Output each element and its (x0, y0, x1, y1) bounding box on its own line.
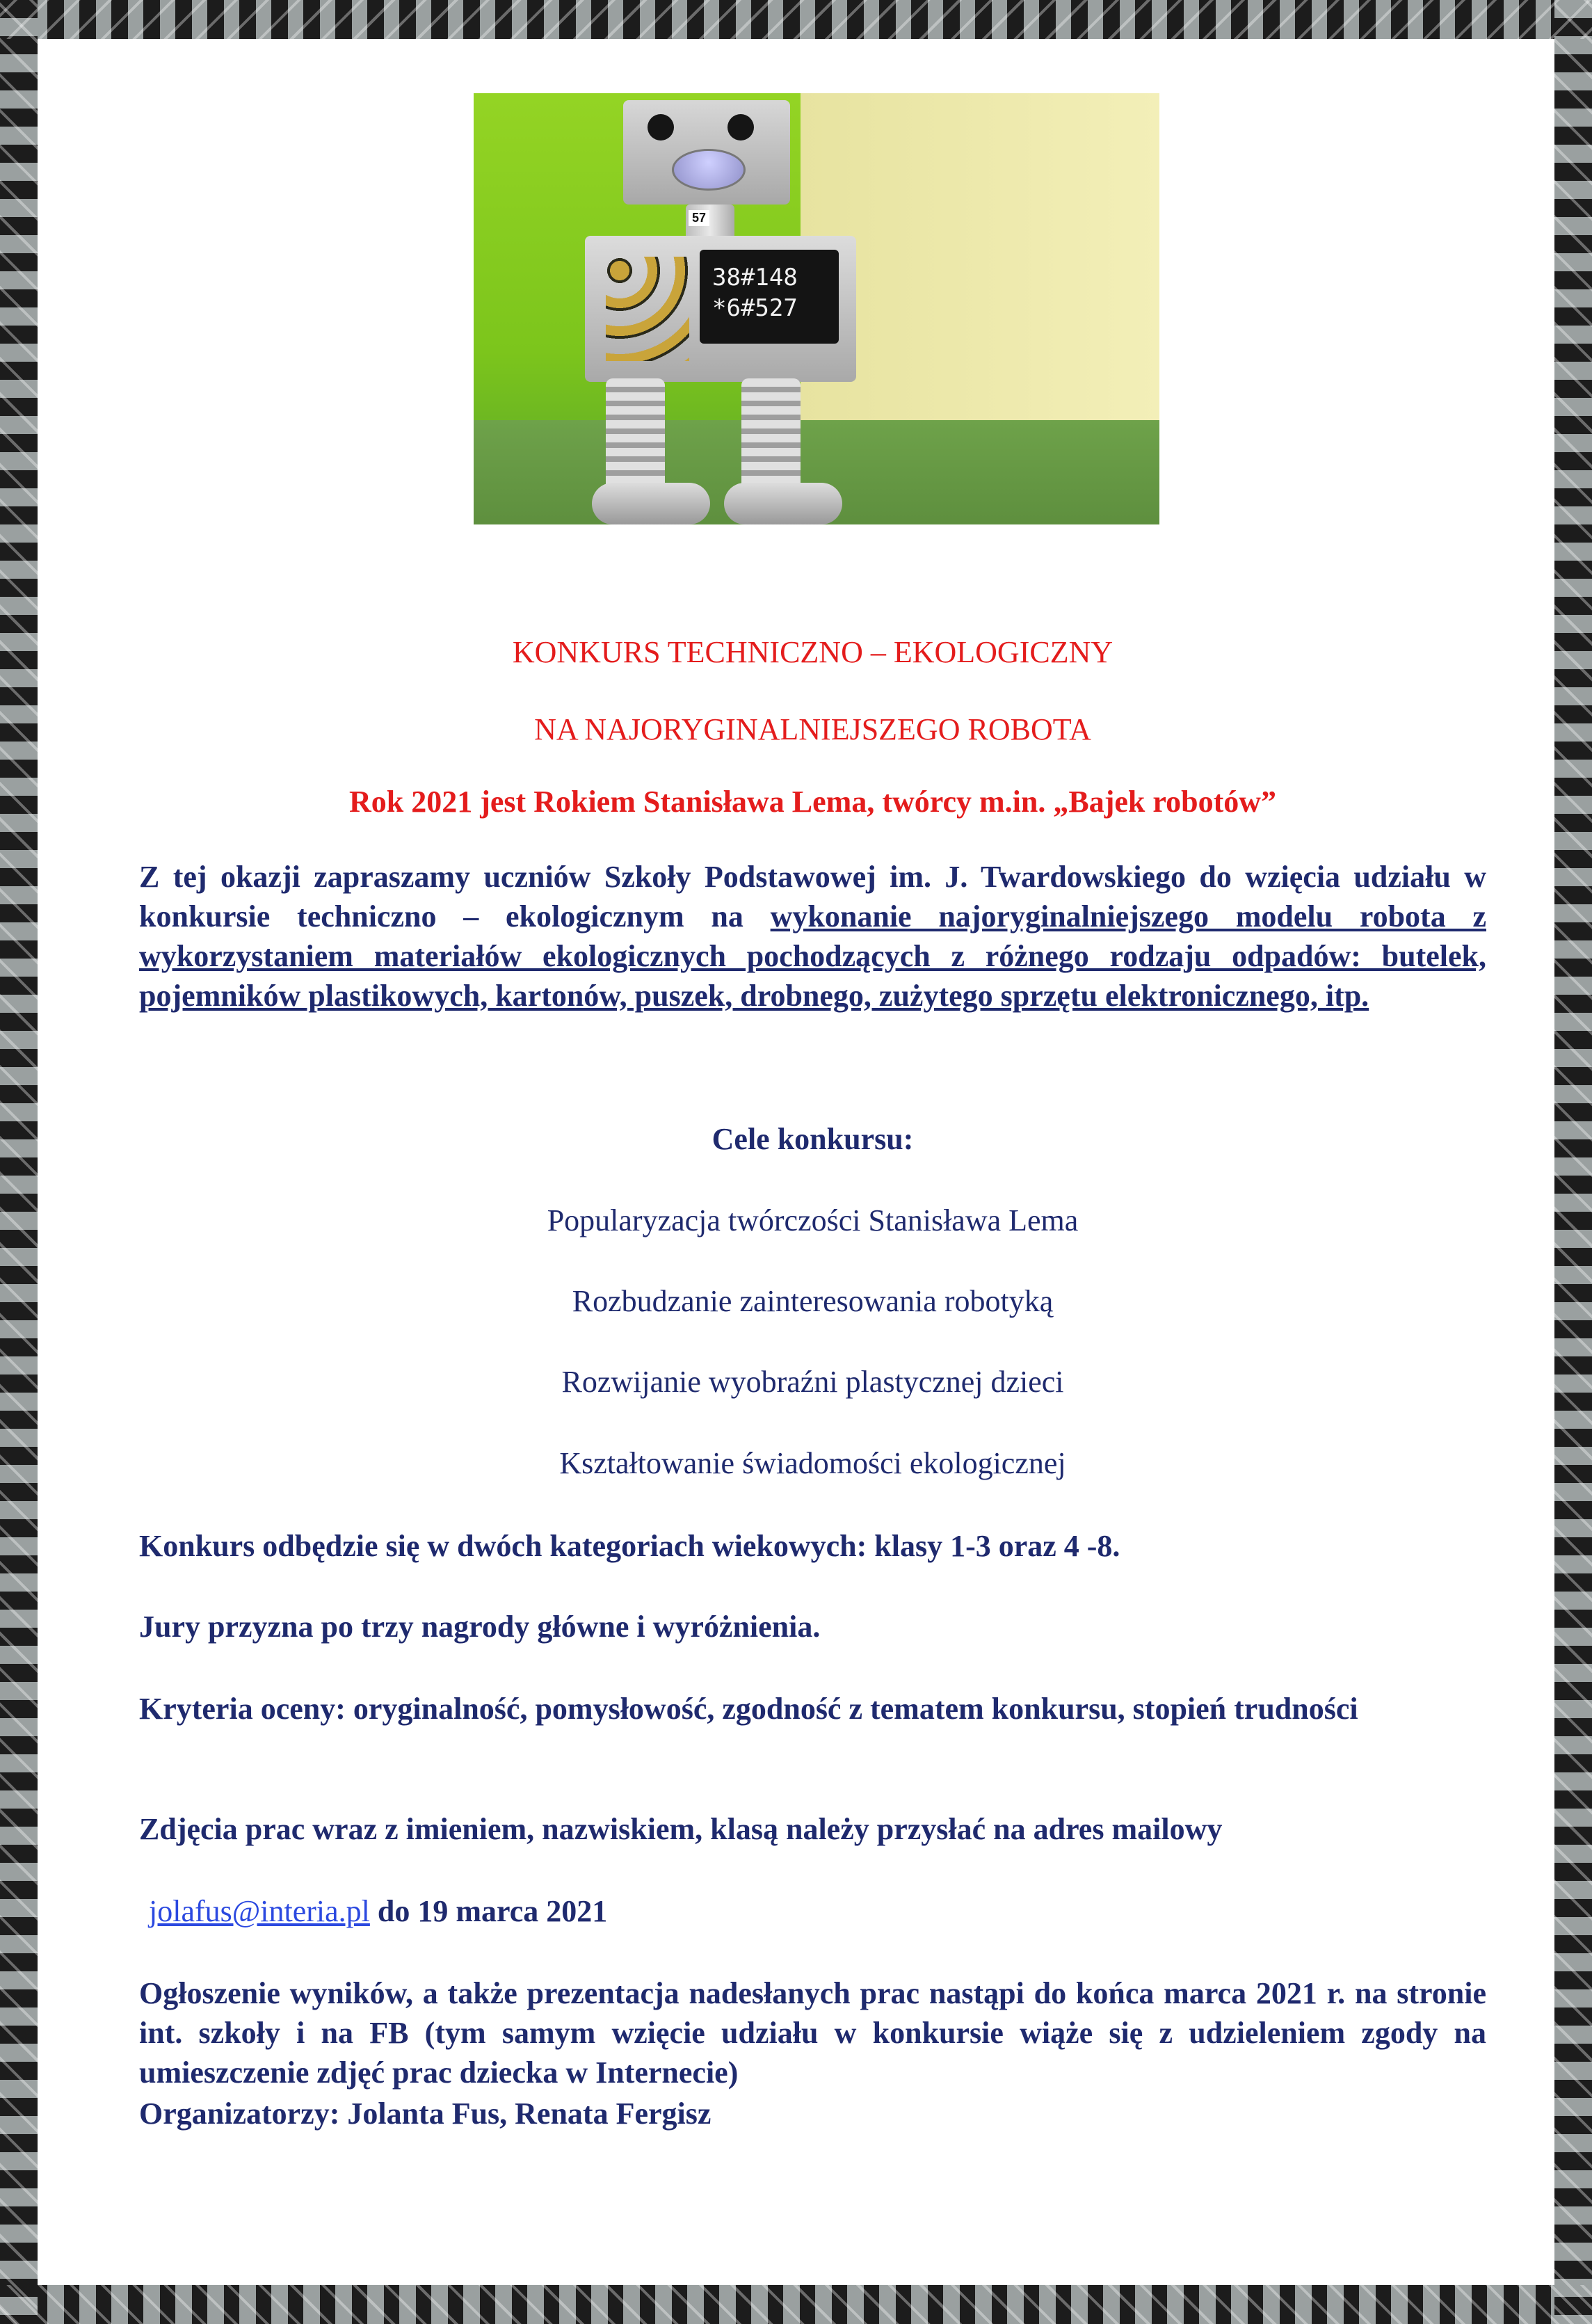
title-line-1: KONKURS TECHNICZNO – EKOLOGICZNY (512, 635, 1113, 669)
deadline-text: do 19 marca 2021 (369, 1894, 608, 1928)
categories-text: Konkurs odbędzie się w dwóch kategoriach wiekowych: klasy 1-3 oraz 4 -8. (139, 1529, 1120, 1563)
robot-number-label: 57 (689, 210, 709, 226)
robot-mouth (672, 149, 746, 191)
goals-heading: Cele konkursu: (711, 1122, 914, 1156)
robot-keypad (606, 257, 689, 361)
jury-text: Jury przyzna po trzy nagrody główne i wyróżnienia. (139, 1610, 821, 1644)
robot-leg-right (741, 378, 801, 497)
email-line (149, 1891, 1496, 1931)
border-pattern-top (0, 0, 1592, 39)
robot-eye-left (648, 114, 674, 141)
goal-item: Rozwijanie wyobraźni plastycznej dzieci (561, 1365, 1064, 1399)
robot-foot-left (592, 483, 710, 524)
border-pattern-left (0, 0, 38, 2324)
intro-text: Z tej okazji zapraszamy uczniów Szkoły Podstawowej im. J. Twardowskiego do wzięcia udziału w konkursie techniczno – ekologicznym na (139, 860, 1486, 933)
border-pattern-right (1554, 0, 1592, 2324)
robot-foot-right (724, 483, 842, 524)
robot-head (623, 100, 790, 205)
robot-screen-line-1: 38#148 (712, 264, 798, 291)
intro-paragraph (139, 857, 1486, 1016)
goal-item: Popularyzacja twórczości Stanisława Lema (547, 1203, 1079, 1237)
results-text: Ogłoszenie wyników, a także prezentacja nadesłanych prac nastąpi do końca marca 2021 r. na stronie int. szkoły i na FB (tym samym wzięcie udziału w konkursie wiąże się z udzieleniem zgody na umieszczenie zdjęć prac dziecka w Internecie) (139, 1976, 1486, 2090)
email-link[interactable]: jolafus@interia.pl (149, 1894, 370, 1928)
robot-leg-left (606, 378, 665, 497)
robot-photo (474, 93, 1159, 524)
photos-info-text: Zdjęcia prac wraz z imieniem, nazwiskiem, klasą należy przysłać na adres mailowy (139, 1812, 1223, 1846)
border-pattern-bottom (0, 2285, 1592, 2324)
document-page (38, 39, 1554, 2285)
robot-eye-right (727, 114, 754, 141)
intro-underlined-text: wykonanie najoryginalniejszego modelu robota z wykorzystaniem materiałów ekologicznych pochodzących z różnego rodzaju odpadów: butelek, pojemników plastikowych, kartonów, puszek, drobnego, zużytego sprzętu elektronicznego, itp. (139, 899, 1486, 1013)
goal-item: Kształtowanie świadomości ekologicznej (559, 1446, 1066, 1480)
robot-body (585, 236, 856, 382)
criteria-text: Kryteria oceny: oryginalność, pomysłowość, zgodność z tematem konkursu, stopień trudności (139, 1692, 1358, 1726)
robot-screen-line-2: *6#527 (712, 294, 798, 322)
organizers-text: Organizatorzy: Jolanta Fus, Renata Fergisz (139, 2097, 711, 2131)
title-line-2: NA NAJORYGINALNIEJSZEGO ROBOTA (534, 712, 1091, 746)
robot-screen (700, 250, 839, 344)
goal-item: Rozbudzanie zainteresowania robotyką (572, 1284, 1054, 1318)
subtitle: Rok 2021 jest Rokiem Stanisława Lema, twórcy m.in. „Bajek robotów” (349, 785, 1276, 819)
